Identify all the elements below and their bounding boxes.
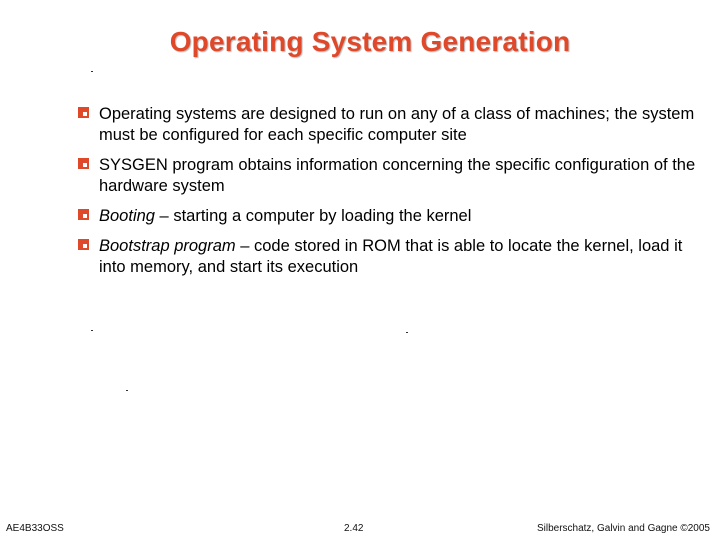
- bullet-item: [78, 236, 708, 278]
- footer-course: AE4B33OSS: [6, 523, 64, 534]
- bullet-term: Booting: [99, 207, 155, 225]
- square-bullet-icon: [78, 209, 89, 220]
- bullet-item: [78, 155, 708, 197]
- bullet-term: Bootstrap program: [99, 237, 236, 255]
- bullet-text: – code stored in ROM that is able to locate the kernel, load it into memory, and start its execution: [99, 237, 683, 276]
- bullet-list: [78, 104, 708, 287]
- bullet-item: [78, 206, 708, 227]
- square-bullet-icon: [78, 239, 89, 250]
- square-bullet-icon: [78, 107, 89, 118]
- stray-dot: [126, 390, 128, 391]
- stray-dot: [406, 332, 408, 333]
- bullet-text: – starting a computer by loading the kernel: [154, 207, 472, 225]
- stray-dot: [91, 71, 93, 72]
- footer-copyright: Silberschatz, Galvin and Gagne ©2005: [536, 523, 710, 534]
- slide-title: Operating System Generation: [169, 26, 571, 57]
- footer-page-number: 2.42: [344, 523, 364, 534]
- bullet-text: Operating systems are designed to run on any of a class of machines; the system must be configured for each specific computer site: [99, 105, 695, 144]
- bullet-text: SYSGEN program obtains information concerning the specific configuration of the hardware system: [99, 156, 696, 195]
- square-bullet-icon: [78, 158, 89, 169]
- bullet-item: [78, 104, 708, 146]
- stray-dot: [91, 330, 93, 331]
